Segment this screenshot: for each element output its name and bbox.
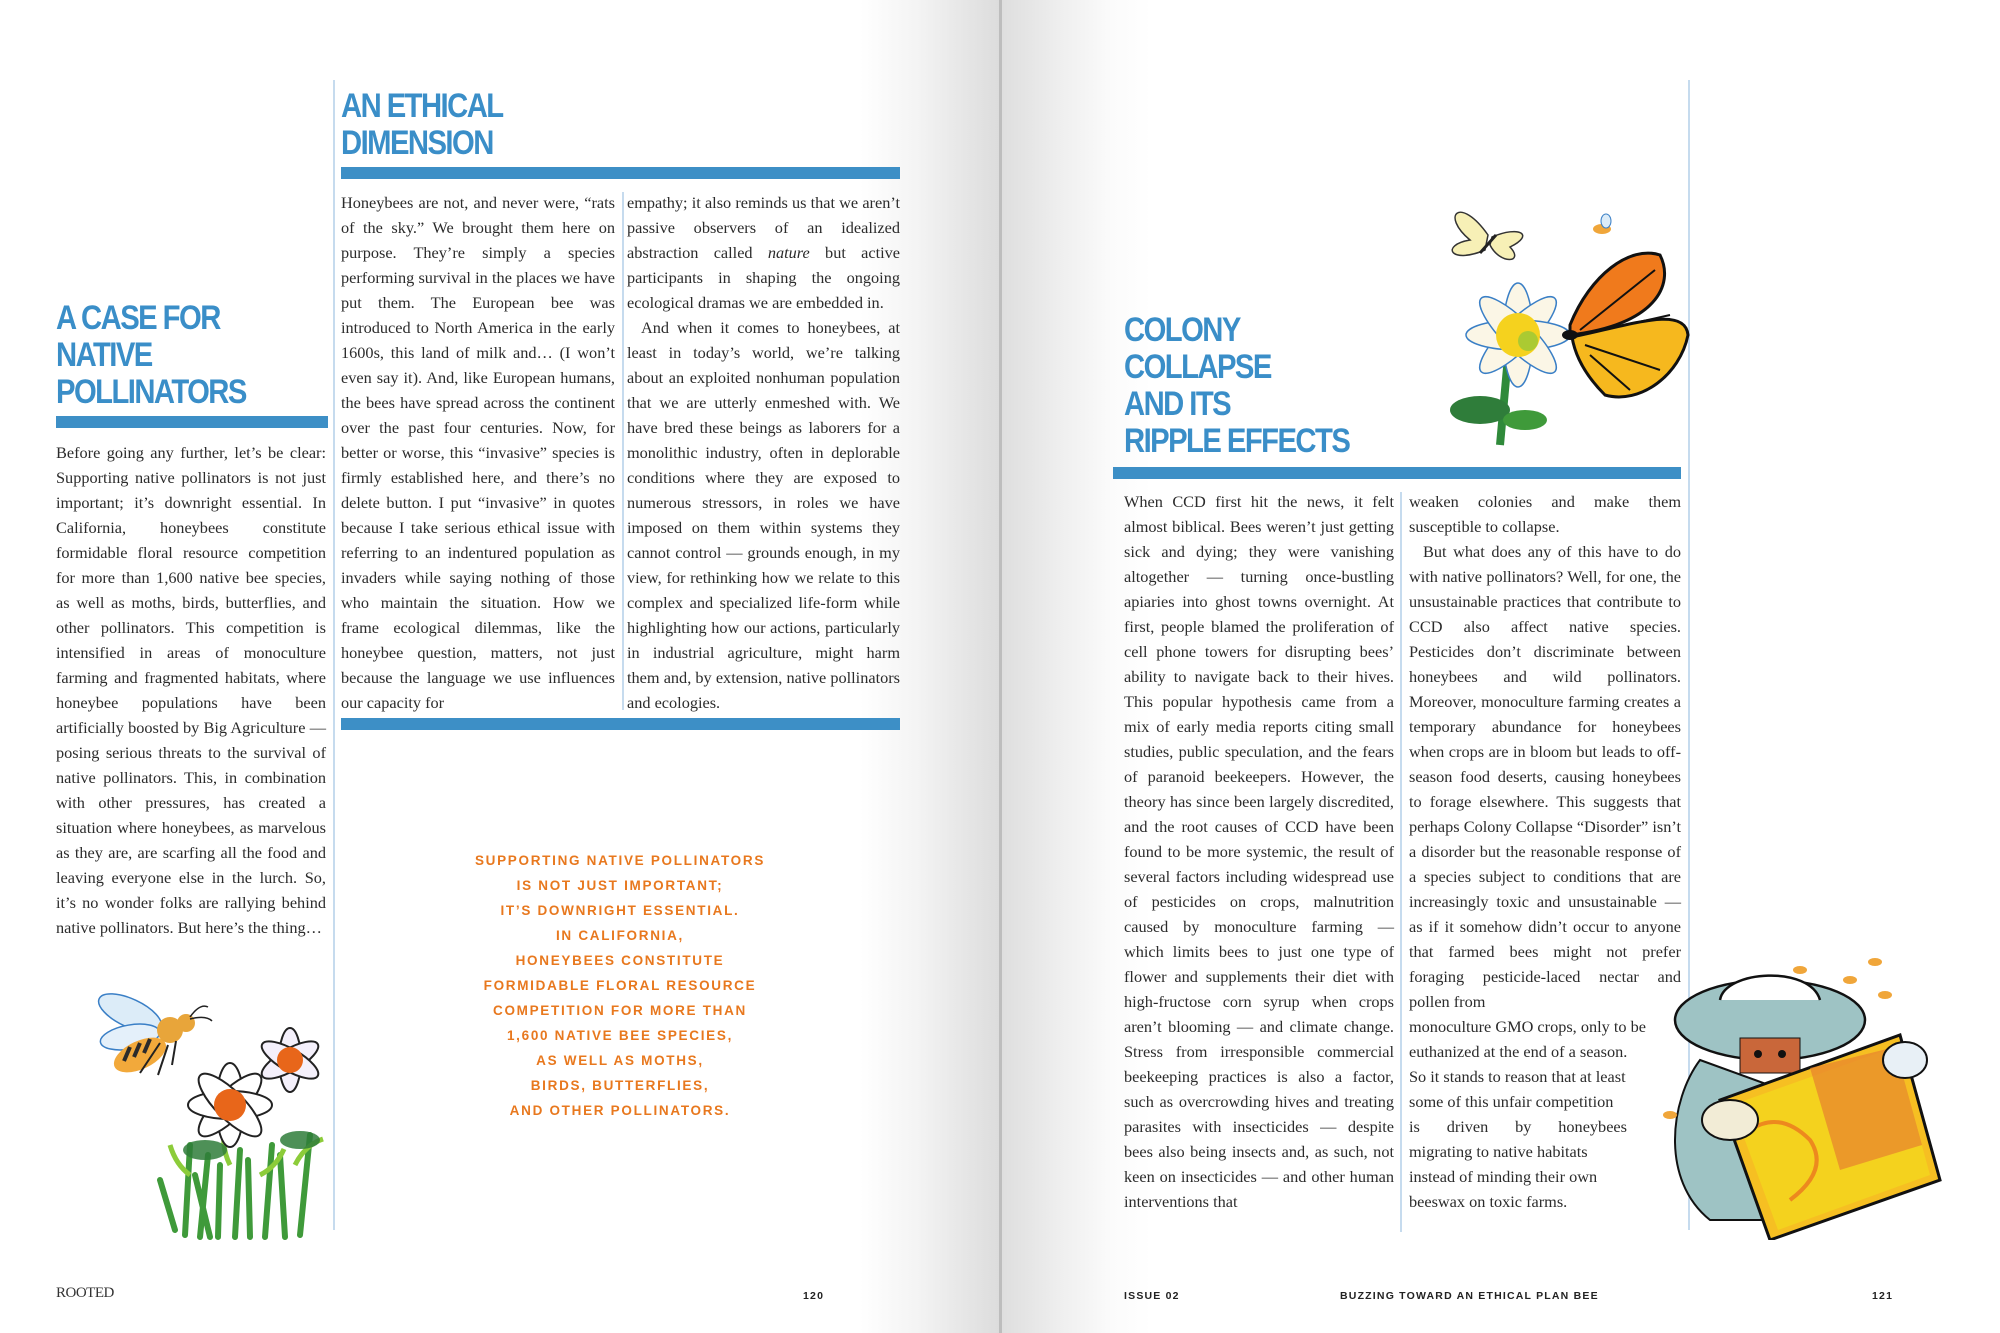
pull-quote-line: SUPPORTING NATIVE POLLINATORS [474,853,766,868]
pull-quote-line: FORMIDABLE FLORAL RESOURCE [483,978,757,993]
colony-column-1 [1124,489,1394,1214]
colony-col2-paragraph-1: weaken colonies and make them susceptible to collapse. [1409,492,1681,536]
butterflies-and-daisy-illustration [1430,185,1690,455]
pull-quote-line: BIRDS, BUTTERFLIES, [530,1078,710,1093]
heading-line: DIMENSION [341,124,493,162]
bee-icon [93,986,212,1080]
rooted-logo: ROOTED [56,1285,114,1301]
issue-label: ISSUE 02 [1124,1290,1180,1302]
heading-line: AN ETHICAL [341,87,503,125]
heading-line: A CASE FOR [56,299,220,337]
pull-quote-line: COMPETITION FOR MORE THAN [493,1003,747,1018]
daisy-flower-small [257,1028,323,1092]
ethical-heading-rule [341,167,900,179]
monarch-butterfly-icon [1562,253,1688,397]
running-title: BUZZING TOWARD AN ETHICAL PLAN BEE [1340,1290,1599,1302]
heading-line: AND ITS [1124,385,1231,423]
pull-quote-line: AND OTHER POLLINATORS. [509,1103,731,1118]
colony-heading-rule [1113,467,1681,479]
bee-and-daisies-illustration [90,975,340,1245]
colony-col2-wrapped-tail [1409,1014,1681,1214]
heading-line: NATIVE [56,336,152,374]
heading-line: RIPPLE EFFECTS [1124,422,1350,460]
case-body-paragraph: Before going any further, let’s be clear: Supporting native pollinators is not just important; it’s downright essential. In California, honeybees constitute formidable floral resource competition for more than 1,600 native bee species, as well as moths, birds, butterflies, and other pollinators. This competition is intensified in areas of monoculture farming and fragmented habitats, where honeybee populations have been artificially boosted by Big Agriculture — posing serious threats to the survival of native pollinators. This, in combination with other pressures, has created a situation where honeybees, as marvelous as they are, are scarfing all the food and leaving everyone else in the lurch. So, it’s no wonder folks are rallying behind native pollinators. But here’s the thing… [56,443,326,937]
text-line: So it stands to reason that at least [1409,1067,1626,1086]
heading-line: COLONY [1124,311,1240,349]
ethical-col1-paragraph: Honeybees are not, and never were, “rats of the sky.” We brought them here on purpose. They’re simply a species performing survival in the places we have put them. The European bee was introduced to North America in the early 1600s, this land of milk and… (I won’t even say it). And, like European humans, the bees have spread across the continent over the past four centuries. Now, for better or worse, this “invasive” species is firmly established here, and there’s no delete button. I put “invasive” in quotes because I take serious ethical issue with referring to an indentured population as invaders while saying nothing of those who maintain the situation. How we frame ecological dilemmas, like the honeybee question, matters, not just because the language we use influences our capacity for [341,193,615,712]
pull-quote [430,848,810,1123]
daisy-flower-large [188,1063,272,1147]
case-body-text [56,440,326,940]
colony-col2-paragraph-2: But what does any of this have to do with native pollinators? Well, for one, the unsustainable practices that contribute to CCD also affect native species. Pesticides don’t discriminate between honeybees and wild pollinators. Moreover, monoculture farming creates a temporary abundance for honeybees when crops are in bloom but leads to off-season food deserts, causing honeybees to forage elsewhere. This suggests that perhaps Colony Collapse “Disorder” isn’t a disorder but the reasonable response of a species subject to conditions that are increasingly toxic and unsustainable — as if it somehow didn’t occur to anyone that farmed bees might not prefer foraging pesticide-laced nectar and pollen from [1409,542,1681,1011]
colony-column-2 [1409,489,1681,1214]
right-page-number: 121 [1872,1290,1894,1302]
nature-emphasis: nature [767,243,810,262]
grass-stems [160,1125,323,1237]
colony-col1-paragraph: When CCD first hit the news, it felt almost biblical. Bees weren’t just getting sick and dying; they were vanishing altogether — turning once-bustling apiaries into ghost towns overnight. At first, people blamed the proliferation of cell phone towers for disrupting bees’ ability to navigate back to their hives. This popular hypothesis came from a mix of early media reports citing small studies, public speculation, and the fears of paranoid beekeepers. However, the theory has since been largely discredited, and the root causes of CCD have been found to be more systemic, the result of several factors including widespread use of pesticides on crops, malnutrition caused by monoculture farming — which limits bees to just one type of flower and supplements their diet with high-fructose corn syrup when crops aren’t blooming — and climate change. Stress from irresponsible commercial beekeeping practices is also a factor, such as overcrowding hives and treating parasites with insecticides — despite bees also being insects and, as such, not keen on insecticides — and other human interventions that [1124,492,1394,1211]
ethical-col2-paragraph-2: And when it comes to honeybees, at least in today’s world, we’re talking about an exploited nonhuman population that we are utterly enmeshed with. We have bred these beings as laborers for a monolithic industry, often in deplorable conditions where they are exposed to numerous stressors, in roles we have imposed on them within systems they cannot control — grounds enough, in my view, for rethinking how we relate to this complex and specialized life-form while highlighting how our actions, particularly in industrial agriculture, might harm them and, by extension, native pollinators and ecologies. [627,318,900,712]
book-spine [999,0,1002,1333]
daisy-flower [1450,283,1570,445]
text-line: euthanized at the end of a season. [1409,1042,1628,1061]
text-line: is driven by honeybees [1409,1117,1627,1136]
ethical-bottom-rule [341,718,900,730]
pull-quote-line: 1,600 NATIVE BEE SPECIES, [506,1028,734,1043]
pull-quote-line: HONEYBEES CONSTITUTE [515,953,725,968]
ethical-column-2 [627,190,900,715]
ethical-column-divider [622,192,624,710]
colony-column-divider [1400,492,1402,1232]
pull-quote-line: IN CALIFORNIA, [555,928,685,943]
beekeeper-illustration [1660,950,1950,1240]
text-line: migrating to native habitats [1409,1142,1588,1161]
ethical-dimension-heading [341,88,503,162]
text-line: instead of minding their own [1409,1167,1598,1186]
pull-quote-line: AS WELL AS MOTHS, [536,1053,704,1068]
text-line: some of this unfair competition [1409,1092,1614,1111]
left-page-number: 120 [803,1290,825,1302]
heading-line: COLLAPSE [1124,348,1271,386]
white-butterfly-icon [1452,212,1522,259]
pull-quote-line: IS NOT JUST IMPORTANT; [516,878,724,893]
colony-collapse-heading [1124,312,1349,460]
case-heading-rule [56,416,328,428]
ethical-col2-paragraph-1: empathy; it also reminds us that we aren’t passive observers of an idealized abstraction called nature but active participants in shaping the ongoing ecological dramas we are embedded in. [627,193,900,312]
ethical-column-1 [341,190,615,715]
small-bee-icon [1593,214,1611,234]
case-for-native-pollinators-heading [56,300,246,411]
text-line: monoculture GMO crops, only to be [1409,1017,1646,1036]
text-line: beeswax on toxic farms. [1409,1192,1568,1211]
heading-line: POLLINATORS [56,373,246,411]
pull-quote-line: IT’S DOWNRIGHT ESSENTIAL. [500,903,740,918]
